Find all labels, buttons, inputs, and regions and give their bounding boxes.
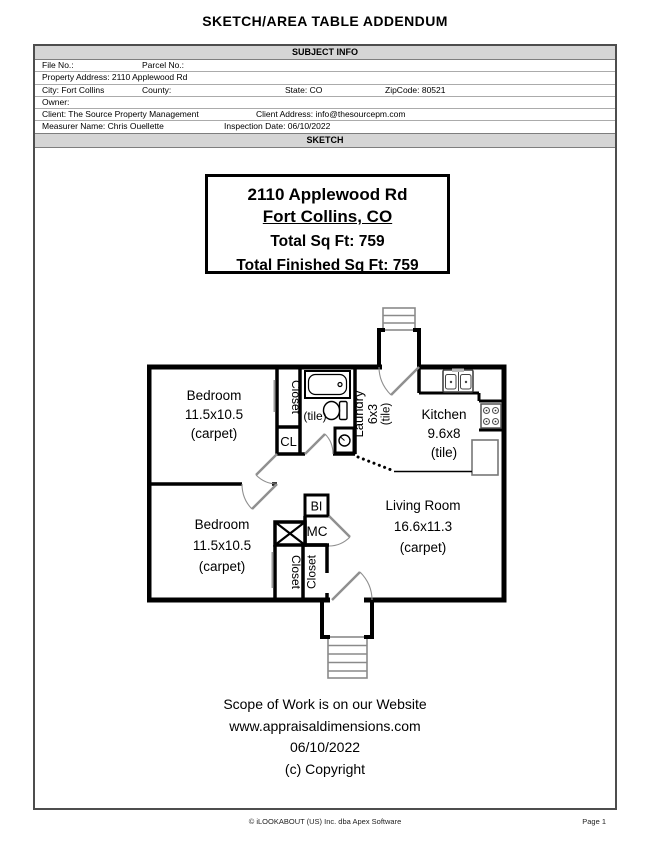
footer-page-number: Page 1 (582, 817, 606, 826)
county: County: (142, 84, 172, 95)
floor-plan (147, 300, 507, 685)
bathtub (305, 371, 350, 398)
note-line: 06/10/2022 (289, 739, 361, 755)
subject-info-header: SUBJECT INFO (35, 46, 615, 60)
label-bedroom2-dims: 11.5x10.5 (192, 538, 252, 553)
property-address: Property Address: 2110 Applewood Rd (42, 72, 188, 83)
note-line: www.appraisaldimensions.com (229, 717, 421, 734)
label-closet-left: Closet (289, 554, 303, 590)
area-divider-dotted (358, 457, 394, 471)
note-line: Scope of Work is on our Website (223, 696, 427, 712)
summary-address: 2110 Applewood Rd (247, 185, 408, 204)
zipcode: ZipCode: 80521 (385, 84, 446, 95)
label-laundry-dims: 6x3 (366, 403, 380, 425)
label-laundry-name: Laundry (351, 390, 366, 438)
label-living-name: Living Room (385, 498, 461, 513)
info-row-client (35, 109, 615, 121)
footer-copyright: © iLOOKABOUT (US) Inc. dba Apex Software (248, 817, 402, 826)
info-row-owner (35, 97, 615, 109)
inspection-date: Inspection Date: 06/10/2022 (224, 121, 331, 132)
label-living-dims: 16.6x11.3 (393, 519, 453, 534)
state: State: CO (285, 84, 323, 95)
owner: Owner: (42, 96, 70, 107)
label-kitchen-floor: (tile) (430, 445, 458, 460)
label-bathroom-floor: (tile) (303, 409, 327, 423)
info-row-file (35, 60, 615, 72)
label-laundry-floor: (tile) (380, 402, 393, 426)
furnace-box (275, 522, 305, 545)
parcel-no-label: Parcel No.: (142, 60, 185, 70)
label-bi: BI (310, 499, 323, 514)
stove (481, 404, 501, 428)
summary-total-sqft: Total Sq Ft: 759 (270, 233, 385, 250)
summary-finished-sqft: Total Finished Sq Ft: 759 (236, 257, 419, 274)
front-stairs (328, 637, 367, 678)
toilet (324, 402, 348, 420)
sketch-summary-box (205, 174, 450, 274)
sketch-header: SKETCH (35, 133, 615, 148)
label-kitchen-dims: 9.6x8 (427, 426, 461, 441)
sketch-notes (35, 694, 615, 780)
client-address: Client Address: info@thesourcepm.com (256, 109, 406, 120)
label-bedroom1-dims: 11.5x10.5 (184, 407, 244, 422)
document-frame (33, 44, 617, 810)
label-living-floor: (carpet) (399, 540, 447, 555)
file-no-label: File No.: (42, 60, 74, 70)
refrigerator (472, 440, 498, 475)
label-bedroom1-name: Bedroom (186, 388, 242, 403)
label-bedroom2-floor: (carpet) (198, 559, 246, 574)
page-title: SKETCH/AREA TABLE ADDENDUM (202, 13, 448, 29)
back-stairs (383, 308, 415, 330)
label-bedroom2-name: Bedroom (194, 517, 250, 532)
label-closet-bedroom1: Closet (289, 379, 303, 415)
city: City: Fort Collins (42, 84, 105, 95)
note-line: (c) Copyright (284, 760, 366, 777)
label-mc: MC (306, 524, 328, 539)
kitchen-sink (443, 369, 473, 393)
label-kitchen-name: Kitchen (421, 407, 467, 422)
label-cl: CL (280, 434, 297, 449)
info-row-city (35, 85, 615, 97)
client: Client: The Source Property Management (42, 109, 199, 120)
label-closet-right: Closet (304, 554, 319, 590)
measurer-name: Measurer Name: Chris Ouellette (42, 121, 164, 132)
info-row-address (35, 72, 615, 84)
summary-city: Fort Collins, CO (262, 207, 393, 226)
label-bedroom1-floor: (carpet) (190, 426, 238, 441)
info-row-measurer (35, 121, 615, 132)
